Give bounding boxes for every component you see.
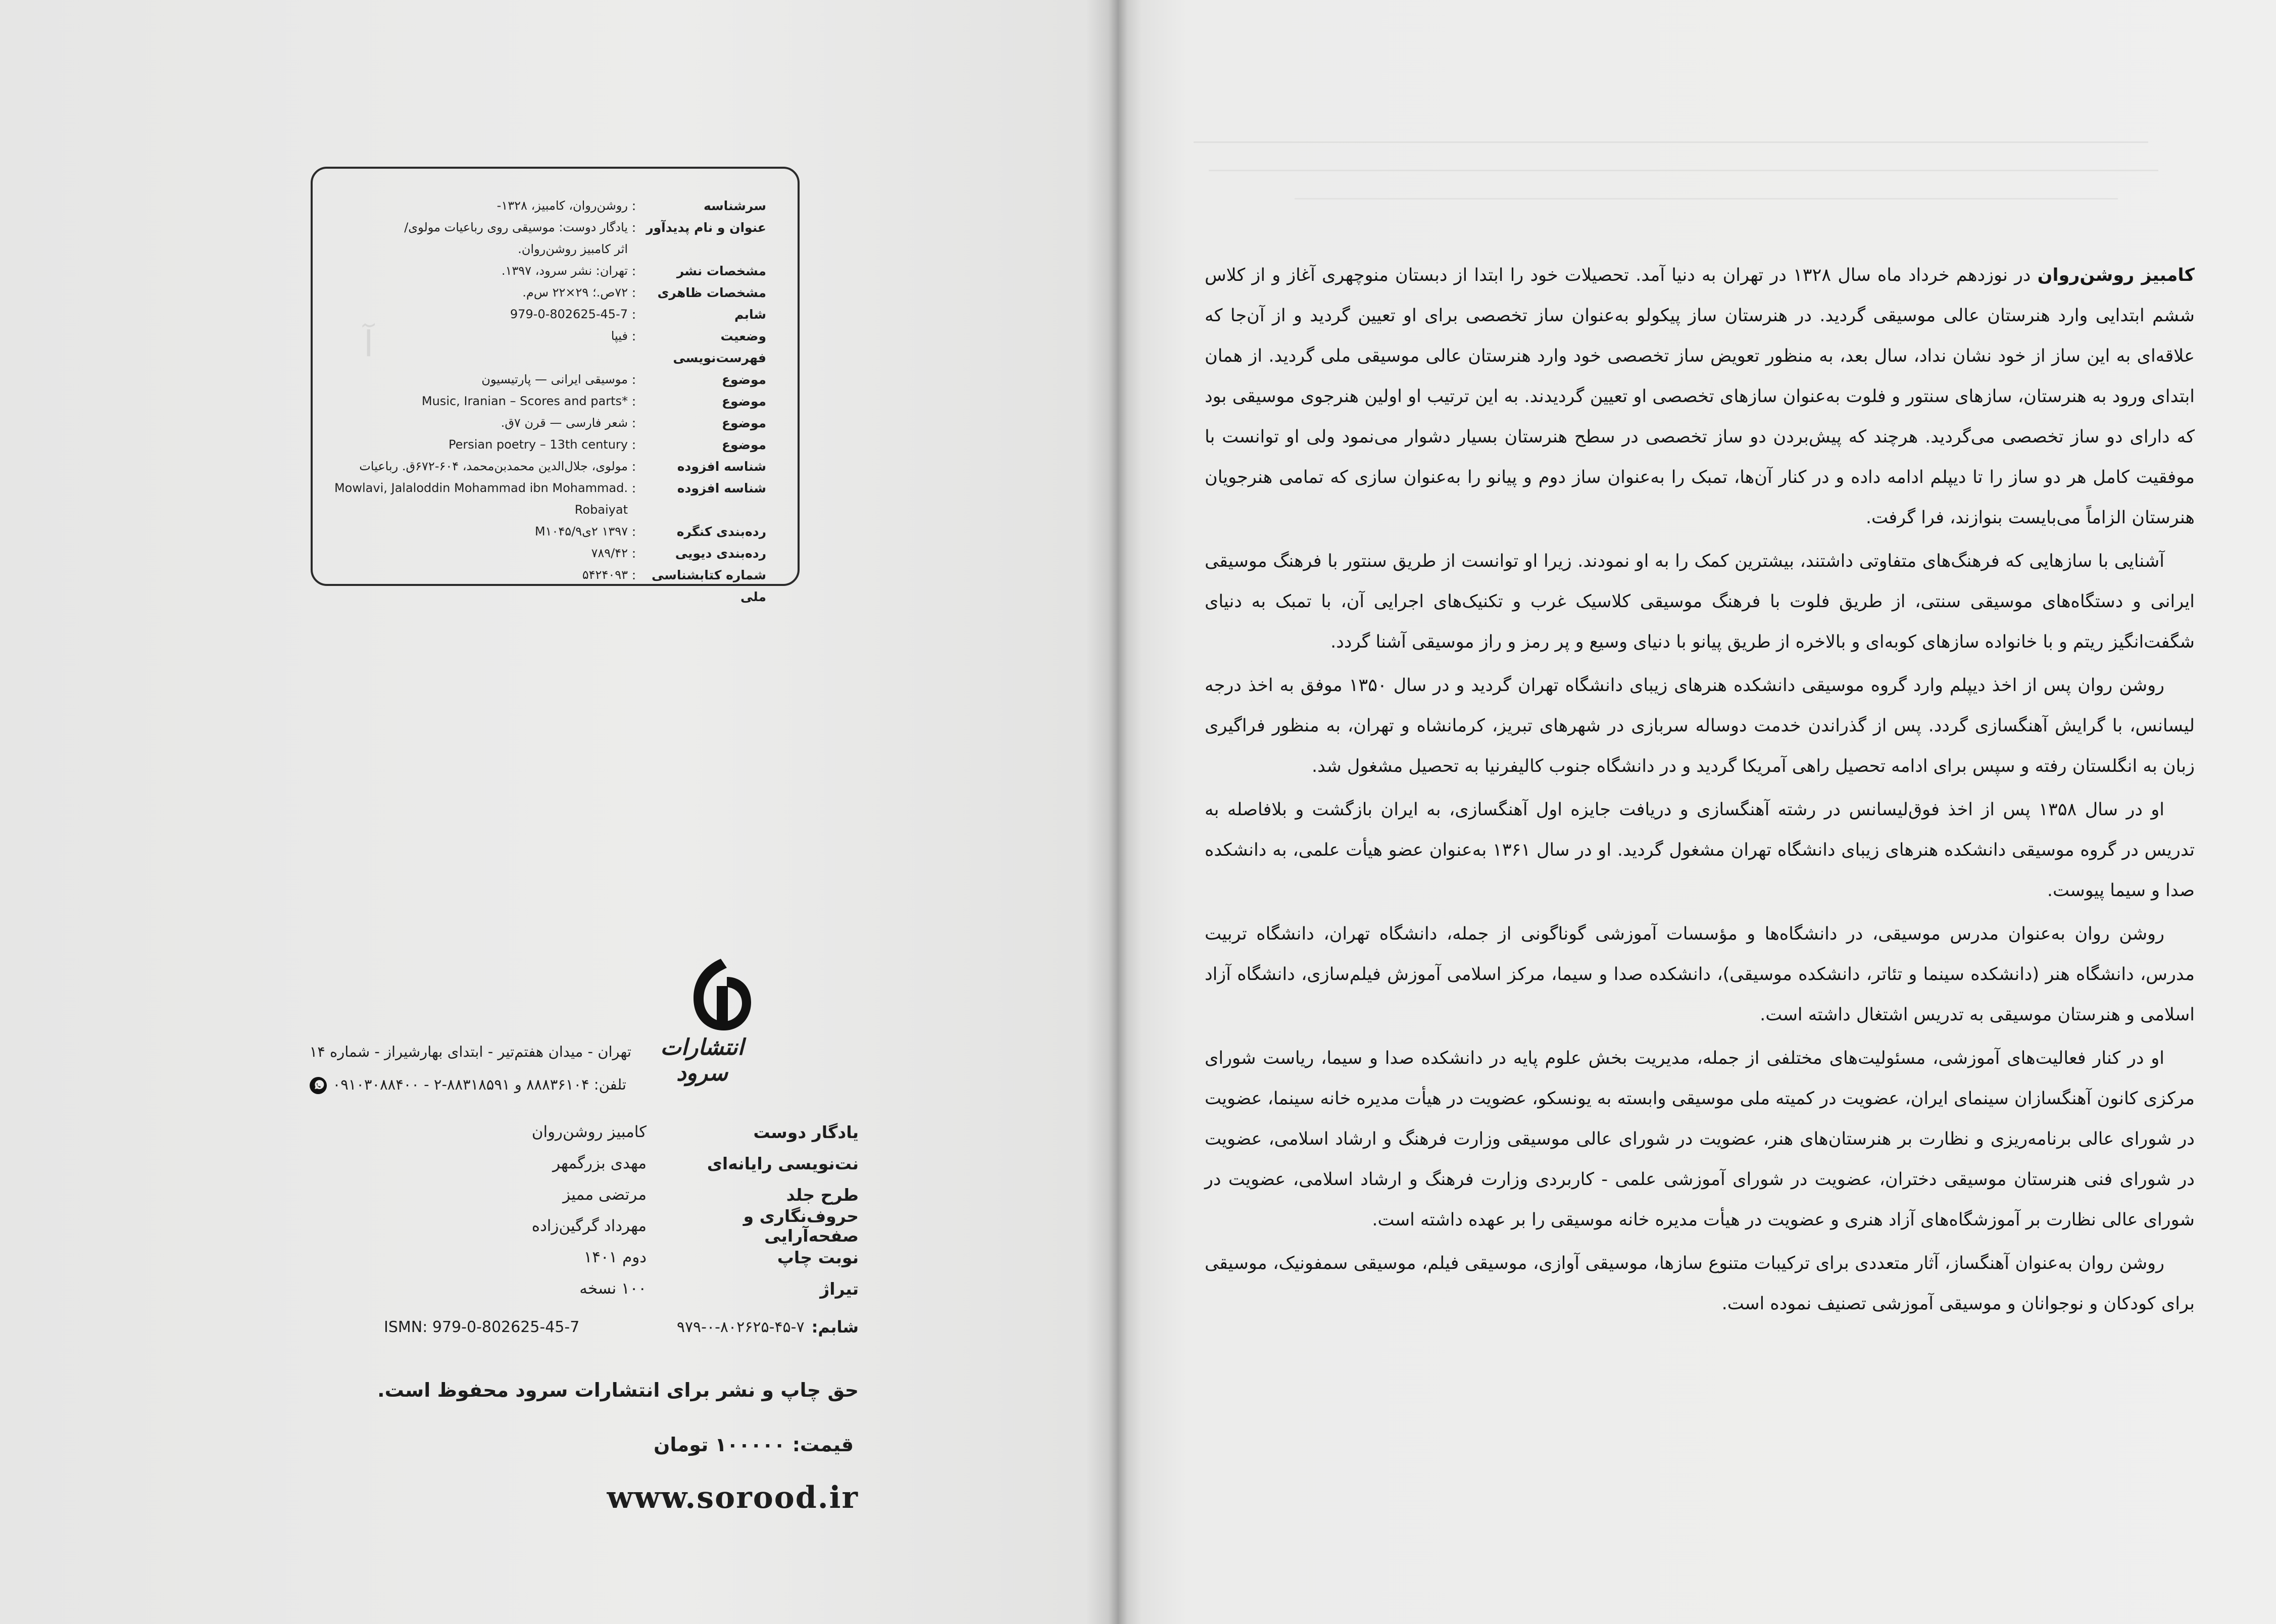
catalog-separator: : [631,459,636,474]
catalog-label: موضوع [721,437,766,452]
catalog-separator: : [631,416,636,430]
credit-value: ۱۰۰ نسخه [579,1279,647,1298]
left-page [0,0,1118,1624]
catalog-separator: : [631,437,636,452]
bio-paragraph [1205,1243,2195,1324]
catalog-separator: : [631,220,636,235]
publisher-logo-text: انتشارات سرود [660,1035,744,1086]
credit-value: دوم ۱۴۰۱ [583,1248,647,1266]
bio-paragraph [1205,914,2195,1035]
credit-value: مهرداد گرگین‌زاده [531,1217,647,1235]
bio-paragraph [1205,665,2195,786]
catalog-value: Mowlavi, Jalaloddin Mohammad ibn Mohammad. Robaiyat [334,481,628,517]
bio-paragraph-text: در نوزدهم خرداد ماه سال ۱۳۲۸ در تهران به دنیا آمد. تحصیلات خود را ابتدا از دبستان منوچهری آغاز و از کلاس ششم ابتدایی وارد هنرستان عالی موسیقی گردید. در هنرستان ساز پیکولو به‌عنوان ساز تخصصی برای او تعیین گردید و از آن‌جا که علاقه‌ای به این ساز از خود نشان نداد، سال بعد، به منظور تعویض ساز تخصصی خود وارد هنرستان عالی موسیقی ملی گردید. از همان ابتدای ورود به هنرستان، سازهای سنتور و فلوت به‌عنوان سازهای تخصصی او تعیین گردیدند. به این ترتیب او اولین هنرجوی موسیقی بود که دارای دو ساز تخصصی می‌گردید. هرچند که پیش‌بردن دو ساز تخصصی در سطح هنرستان بسیار دشوار می‌نمود ولی او توانست با موفقیت کامل هر دو ساز را تا دیپلم ادامه داده و در کنار آن‌ها، تمبک را به‌عنوان ساز دوم و پیانو را به‌عنوان سازی که تمامی هنرجویان هنرستان الزاماً می‌بایست بنوازند، فرا گرفت. [1205,265,2195,528]
catalog-row [333,456,766,477]
bio-paragraph [1205,255,2195,538]
catalog-value: Music, Iranian – Scores and parts* [421,394,628,408]
catalog-value: ۷۸۹/۴۲ [591,546,628,560]
whatsapp-icon [309,1076,328,1095]
credit-label: یادگار دوست [753,1122,859,1142]
bio-paragraph-text: روشن روان به‌عنوان مدرس موسیقی، در دانشگاه‌ها و مؤسسات آموزشی گوناگونی از جمله، دانشگاه تهران، دانشگاه تربیت مدرس، دانشگاه هنر (دانشکده سینما و تئاتر، دانشکده موسیقی)، دانشکده صدا و سیما، مرکز اسلامی آموزش فیلم‌سازی، دانشگاه آزاد اسلامی و هنرستان موسیقی به تدریس اشتغال داشته است. [1205,924,2195,1025]
bio-paragraph-text: روشن روان پس از اخذ دیپلم وارد گروه موسیقی دانشکده هنرهای زیبای دانشگاه تهران گردید و در سال ۱۳۵۰ موفق به اخذ درجه لیسانس، با گرایش آهنگسازی گردد. پس از گذراندن خدمت دوساله سربازی در شهرهای تبریز، کرمانشاه و تهران، به منظور فراگیری زبان به انگلستان رفته و سپس برای ادامه تحصیل راهی آمریکا گردید و در دانشگاه جنوب کالیفرنیا به تحصیل مشغول شد. [1205,675,2195,776]
bio-paragraph-text: او در سال ۱۳۵۸ پس از اخذ فوق‌لیسانس در رشته آهنگسازی و دریافت جایزه اول آهنگسازی، به ایران بازگشت و بلافاصله به تدریس در گروه موسیقی دانشکده هنرهای زیبای دانشگاه تهران مشغول گردید. او در سال ۱۳۶۱ به‌عنوان عضو هیأت علمی، به دانشکده صدا و سیما پیوست. [1205,800,2195,901]
bleed-through-text [1194,131,2179,242]
catalog-value: تهران: نشر سرود، ۱۳۹۷. [501,264,628,278]
catalog-label: وضعیت فهرست‌نویسی [673,329,766,365]
catalog-row [333,521,766,543]
cataloging-data-box [311,167,800,604]
publisher-address: تهران - میدان هفتم‌تیر - ابتدای بهارشیراز - شماره ۱۴ [309,1043,631,1060]
isbn-label: شابم: [811,1317,859,1337]
catalog-label: سرشناسه [703,199,766,213]
credit-label: نوبت چاپ [777,1247,859,1267]
catalog-separator: : [631,546,636,561]
credit-row [384,1116,859,1148]
catalog-separator: : [631,568,636,582]
catalog-label: رده‌بندی دیویی [675,546,766,561]
publisher-phone [273,1074,626,1095]
catalog-row [333,434,766,456]
biography-text [1205,255,2195,1327]
credits-list [384,1116,859,1304]
catalog-row [333,195,766,217]
catalog-value: روشن‌روان، کامبیز، ۱۳۲۸- [497,199,628,213]
price-value: ۱۰۰۰۰۰ تومان [653,1434,785,1456]
bio-paragraph-text: او در کنار فعالیت‌های آموزشی، مسئولیت‌های مختلفی از جمله، مدیریت بخش علوم پایه در دانشکده صدا و سیما، ریاست شورای مرکزی کانون آهنگسازان سینمای ایران، عضویت در کمیته ملی موسیقی وابسته به یونسکو، عضویت در هیأت مدیره خانه سینما، عضویت در شورای عالی برنامه‌ریزی و نظارت بر هنرستان‌های هنر، عضویت در شورای عالی موسیقی وزارت فرهنگ و ارشاد اسلامی، عضویت در شورای فنی هنرستان موسیقی دختران، عضویت در شورای آموزشی علمی - کاربردی وزارت فرهنگ و ارشاد اسلامی، عضویت در شورای عالی نظارت بر آموزشگاه‌های آزاد هنری و عضویت در هیأت مدیره خانه موسیقی را بر عهده داشته است. [1205,1048,2195,1230]
catalog-label: موضوع [721,394,766,409]
bio-paragraph-text: روشن روان به‌عنوان آهنگساز، آثار متعددی برای ترکیبات متنوع سازها، موسیقی آوازی، موسیقی فیلم، موسیقی سمفونیک، موسیقی برای کودکان و نوجوانان و موسیقی آموزشی تصنیف نموده است. [1205,1253,2195,1314]
catalog-row [333,369,766,390]
catalog-separator: : [631,524,636,539]
credit-value: مرتضی ممیز [563,1186,647,1204]
catalog-value: ۱۳۹۷ ۲ی۹/M۱۰۴۵ [534,524,628,538]
price [263,1434,854,1456]
bio-paragraph [1205,541,2195,662]
credit-label: نت‌نویسی رایانه‌ای [707,1153,859,1173]
website-url[interactable]: www.sorood.ir [607,1480,859,1515]
catalog-separator: : [631,264,636,278]
bio-author-name: کامبیز روشن‌روان [2037,265,2195,285]
isbn-latin: ISMN: 979-0-802625-45-7 [384,1318,580,1336]
catalog-separator: : [631,481,636,496]
catalog-row [333,282,766,304]
catalog-row [333,543,766,564]
catalog-value: فیپا [611,329,628,343]
bio-paragraph [1205,790,2195,911]
catalog-row [333,477,766,521]
catalog-value: ۵۴۲۴۰۹۳ [582,568,628,582]
isbn-persian: ۹۷۹-۰-۸۰۲۶۲۵-۴۵-۷ [676,1318,805,1336]
catalog-separator: : [631,307,636,322]
catalog-label: مشخصات ظاهری [657,285,766,300]
bleed-through-text: آ [364,323,374,365]
catalog-value: یادگار دوست: موسیقی روی رباعیات مولوی/ [404,220,628,234]
catalog-label: مشخصات نشر [676,264,766,278]
catalog-separator: : [631,372,636,387]
credit-row [384,1206,859,1246]
isbn-row [384,1317,859,1337]
credit-label: طرح جلد [786,1185,859,1205]
catalog-label: شابم [734,307,766,322]
catalog-label: شناسه افزوده [677,481,766,496]
credit-value: کامبیز روشن‌روان [531,1123,647,1141]
catalog-value: Persian poetry – 13th century [448,437,628,452]
catalog-separator: : [631,285,636,300]
catalog-label: رده‌بندی کنگره [676,524,766,539]
catalog-label: عنوان و نام پدیدآور [646,220,766,235]
catalog-value: 979-0-802625-45-7 [510,307,628,321]
bio-paragraph-text: آشنایی با سازهایی که فرهنگ‌های متفاوتی داشتند، بیشترین کمک را به او نمودند. زیرا او توانست از طریق سنتور با فرهنگ موسیقی ایرانی و دستگاه‌های موسیقی سنتی، از طریق فلوت با فرهنگ موسیقی کلاسیک غرب و تکنیک‌های اجرایی آن، با تمبک به دنیای شگفت‌انگیز ریتم و با خانواده سازهای کوبه‌ای و بالاخره از طریق پیانو با دنیای وسیع و پر رمز و راز موسیقی آشنا گردد. [1205,551,2195,652]
credit-label: تیراژ [820,1278,859,1299]
catalog-row [333,390,766,412]
catalog-label: موضوع [721,416,766,430]
catalog-row [333,260,766,282]
catalog-row [333,217,766,238]
credit-row [384,1148,859,1179]
catalog-row [333,304,766,325]
catalog-row [333,238,766,260]
credit-row [384,1273,859,1304]
catalog-value: شعر فارسی — قرن ۷ق. [501,416,628,430]
catalog-value: موسیقی ایرانی — پارتیسیون [481,372,628,386]
bio-paragraph [1205,1038,2195,1240]
catalog-value: مولوی، جلال‌الدین محمدبن‌محمد، ۶۰۴-۶۷۲ق. رباعیات [359,459,628,473]
book-gutter [1086,0,1142,1624]
catalog-label: موضوع [721,372,766,387]
catalog-value: اثر کامبیز روشن‌روان. [518,242,628,256]
catalog-separator: : [631,199,636,213]
credit-row [384,1242,859,1273]
credit-label: حروف‌نگاری و صفحه‌آرایی [743,1206,859,1246]
catalog-label: شناسه افزوده [677,459,766,474]
publisher-phone-text: تلفن: ۸۸۸۳۶۱۰۴ و ۸۸۳۱۸۵۹۱-۲ - ۰۹۱۰۳۰۸۸۴۰۰ [332,1076,626,1093]
catalog-row [333,564,766,608]
catalog-label: شماره کتابشناسی ملی [651,568,766,604]
credit-row [384,1179,859,1210]
catalog-row [333,412,766,434]
catalog-value: ۷۲ص.؛ ۲۹×۲۲ س‌م. [522,285,628,300]
catalog-rows [333,195,766,608]
price-label: قیمت: [792,1434,854,1456]
credit-value: مهدی بزرگمهر [552,1154,647,1172]
catalog-separator: : [631,394,636,409]
copyright-notice: حق چاپ و نشر برای انتشارات سرود محفوظ است. [377,1379,859,1401]
catalog-separator: : [631,329,636,343]
catalog-row [333,325,766,369]
